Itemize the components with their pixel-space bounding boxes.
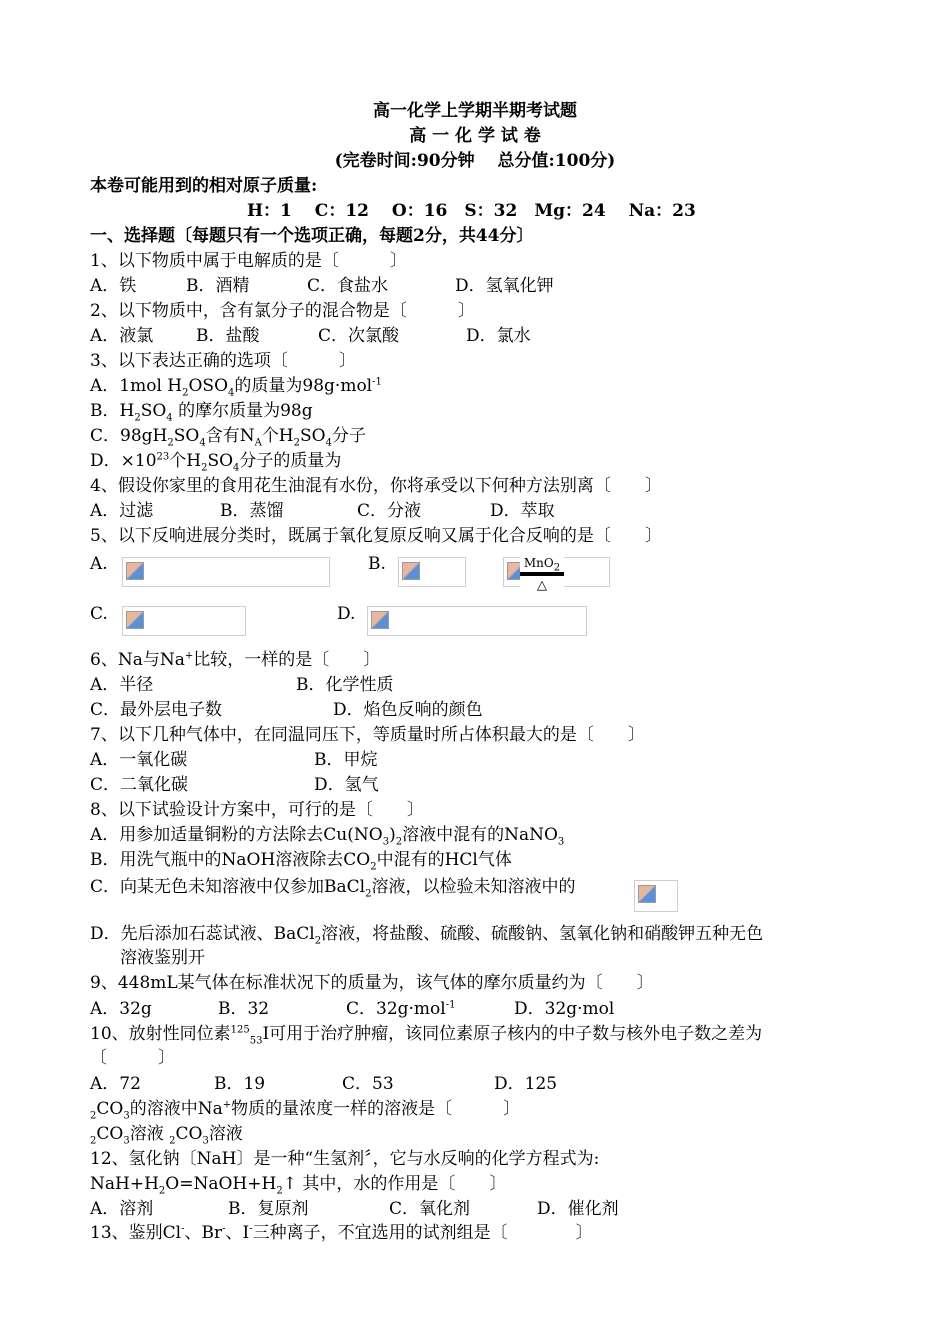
broken-image-icon: [638, 885, 656, 903]
q5-equation-b-image: [398, 557, 466, 587]
q12-option-d: D．催化剂: [537, 1199, 619, 1219]
q12-option-c: C．氧化剂: [389, 1199, 471, 1219]
broken-image-icon: [371, 611, 389, 629]
q8-option-b: B．用洗气瓶中的NaOH溶液除去$CO_2$中混有的HCl气体: [90, 850, 512, 873]
q4-option-b: B．蒸馏: [220, 501, 284, 521]
q1-option-d: D．氢氧化钾: [455, 276, 554, 296]
q4-option-d: D．萃取: [490, 501, 555, 521]
q12-option-a: A．溶剂: [90, 1199, 154, 1219]
broken-image-icon: [126, 562, 144, 580]
q7-option-d: D．氢气: [314, 775, 379, 795]
q5-label-c: C.: [90, 604, 108, 624]
q6-option-a: A．半径: [90, 675, 154, 695]
q6-options-ab: [90, 674, 394, 696]
q10-option-b: B．19: [214, 1074, 266, 1094]
exam-subtitle: 高 一 化 学 试 卷: [409, 126, 541, 146]
q2-option-c: C．次氯酸: [318, 326, 400, 346]
q6-stem: 6、Na与Na+比较，一样的是〔 〕: [90, 650, 381, 670]
catalyst-condition: [520, 556, 564, 593]
q4-stem: 4、假设你家里的食用花生油混有水份，你将承受以下何种方法别离〔 〕: [90, 476, 662, 496]
q7-option-b: B．甲烷: [314, 750, 378, 770]
q6-option-d: D．焰色反响的颜色: [333, 700, 483, 720]
q6-option-b: B．化学性质: [296, 675, 394, 695]
q8-option-d: D．先后添加石蕊试液、BaCl$_2$溶液，将盐酸、硫酸、硫酸钠、氢氧化钠和硝酸钾五种无色: [90, 924, 764, 947]
q8-option-a: A．用参加适量铜粉的方法除去$Cu(NO_3)_2$溶液中混有的NaNO$_3$: [90, 825, 565, 848]
q10-option-c: C．53: [342, 1074, 394, 1094]
q5-stem: 5、以下反响进展分类时，既属于氧化复原反响又属于化合反响的是〔 〕: [90, 526, 662, 546]
q9-stem: 9、448mL某气体在标准状况下的质量为，该气体的摩尔质量约为〔 〕: [90, 973, 654, 993]
q5-equation-d-image: [367, 606, 587, 636]
q2-option-a: A．液氯: [90, 326, 154, 346]
q3-option-d: D．$\times 10^{23}$个$H_2SO_4$分子的质量为: [90, 451, 342, 474]
q10-option-d: D．125: [494, 1074, 558, 1094]
atomic-mass-heading: 本卷可能用到的相对原子质量:: [90, 176, 318, 196]
q5-label-a: A.: [90, 554, 108, 574]
section1-heading: 一、选择题〔每题只有一个选项正确，每题2分，共44分〕: [90, 226, 534, 246]
q12-equation: $NaH+H_2O=NaOH+H_2↑$ 其中，水的作用是〔 〕: [90, 1174, 507, 1197]
q5-label-b: B.: [368, 554, 386, 574]
q3-stem: 3、以下表达正确的选项〔 〕: [90, 351, 356, 371]
q9-option-b: B．32: [218, 999, 270, 1019]
q11-stem: $_2CO_3$的溶液中Na+物质的量浓度一样的溶液是〔 〕: [90, 1099, 521, 1122]
q10-option-a: A．72: [90, 1074, 141, 1094]
q8-stem: 8、以下试验设计方案中，可行的是〔 〕: [90, 800, 424, 820]
q13-stem: 13、鉴别Cl-、Br-、I-三种离子，不宜选用的试剂组是〔 〕: [90, 1223, 593, 1243]
q5-equation-a-image: [122, 557, 330, 587]
q3-option-c: C．$98gH_2SO_4$含有$N_A$个$H_2SO_4$分子: [90, 426, 366, 449]
q8-option-c: C．向某无色未知溶液中仅参加BaCl$_2$溶液，以检验未知溶液中的: [90, 877, 576, 900]
q8-option-d-cont: 溶液鉴别开: [120, 948, 205, 968]
q3-option-b: B．$H_2SO_4$ 的摩尔质量为98g: [90, 401, 313, 424]
q7-options-ab: [90, 749, 378, 771]
q2-stem: 2、以下物质中，含有氯分子的混合物是〔 〕: [90, 301, 475, 321]
heat-symbol: △: [537, 578, 547, 593]
q10-options: [90, 1073, 557, 1095]
q10-stem-cont: 〔 〕: [90, 1048, 175, 1068]
q5-label-d: D.: [337, 604, 356, 624]
q7-options-cd: [90, 774, 379, 796]
q6-option-c: C．最外层电子数: [90, 700, 223, 720]
q9-option-d: D．32g·mol: [514, 999, 615, 1019]
q9-options: [90, 998, 614, 1020]
q1-stem: 1、以下物质中属于电解质的是〔 〕: [90, 251, 407, 271]
q12-option-b: B．复原剂: [228, 1199, 309, 1219]
q4-option-c: C．分液: [357, 501, 422, 521]
q7-option-c: C．二氧化碳: [90, 775, 189, 795]
q1-option-c: C．食盐水: [307, 276, 389, 296]
q2-option-b: B．盐酸: [196, 326, 260, 346]
q4-option-a: A．过滤: [90, 501, 154, 521]
q9-option-c: C．32g·mol$^{-1}$: [346, 999, 456, 1019]
atomic-mass-values: H：1 C：12 O：16 S：32 Mg：24 Na：23: [247, 201, 696, 221]
q1-option-a: A．铁: [90, 276, 137, 296]
q12-options: [90, 1198, 619, 1220]
q10-stem: 10、放射性同位素$^{125}_{53}$I可用于治疗肿瘤，该同位素原子核内的中子数与核外电子数之差为: [90, 1024, 763, 1047]
q7-stem: 7、以下几种气体中，在同温同压下，等质量时所占体积最大的是〔 〕: [90, 725, 645, 745]
q2-options: [90, 325, 531, 347]
q9-option-a: A．32g: [90, 999, 152, 1019]
catalyst-label: MnO$_2$: [523, 556, 561, 574]
broken-image-icon: [402, 562, 420, 580]
exam-time-score: (完卷时间:90分钟 总分值:100分): [334, 151, 616, 171]
exam-title: 高一化学上学期半期考试题: [373, 101, 577, 121]
q4-options: [90, 500, 555, 522]
q7-option-a: A．一氧化碳: [90, 750, 188, 770]
q1-options: [90, 275, 554, 297]
broken-image-icon: [126, 611, 144, 629]
q1-option-b: B．酒精: [186, 276, 250, 296]
q12-stem: 12、氢化钠〔NaH〕是一种“生氢剂〞，它与水反响的化学方程式为:: [90, 1149, 600, 1169]
q3-option-a: A．1mol $H_2OSO_4$的质量为98g·mol$^{-1}$: [90, 376, 382, 399]
q11-options: $_2CO_3$溶液 $_2CO_3$溶液: [90, 1124, 243, 1147]
q5-equation-c-image: [122, 606, 246, 636]
q8-ion-image: [634, 880, 678, 912]
q2-option-d: D．氯水: [466, 326, 531, 346]
q6-options-cd: [90, 699, 483, 721]
